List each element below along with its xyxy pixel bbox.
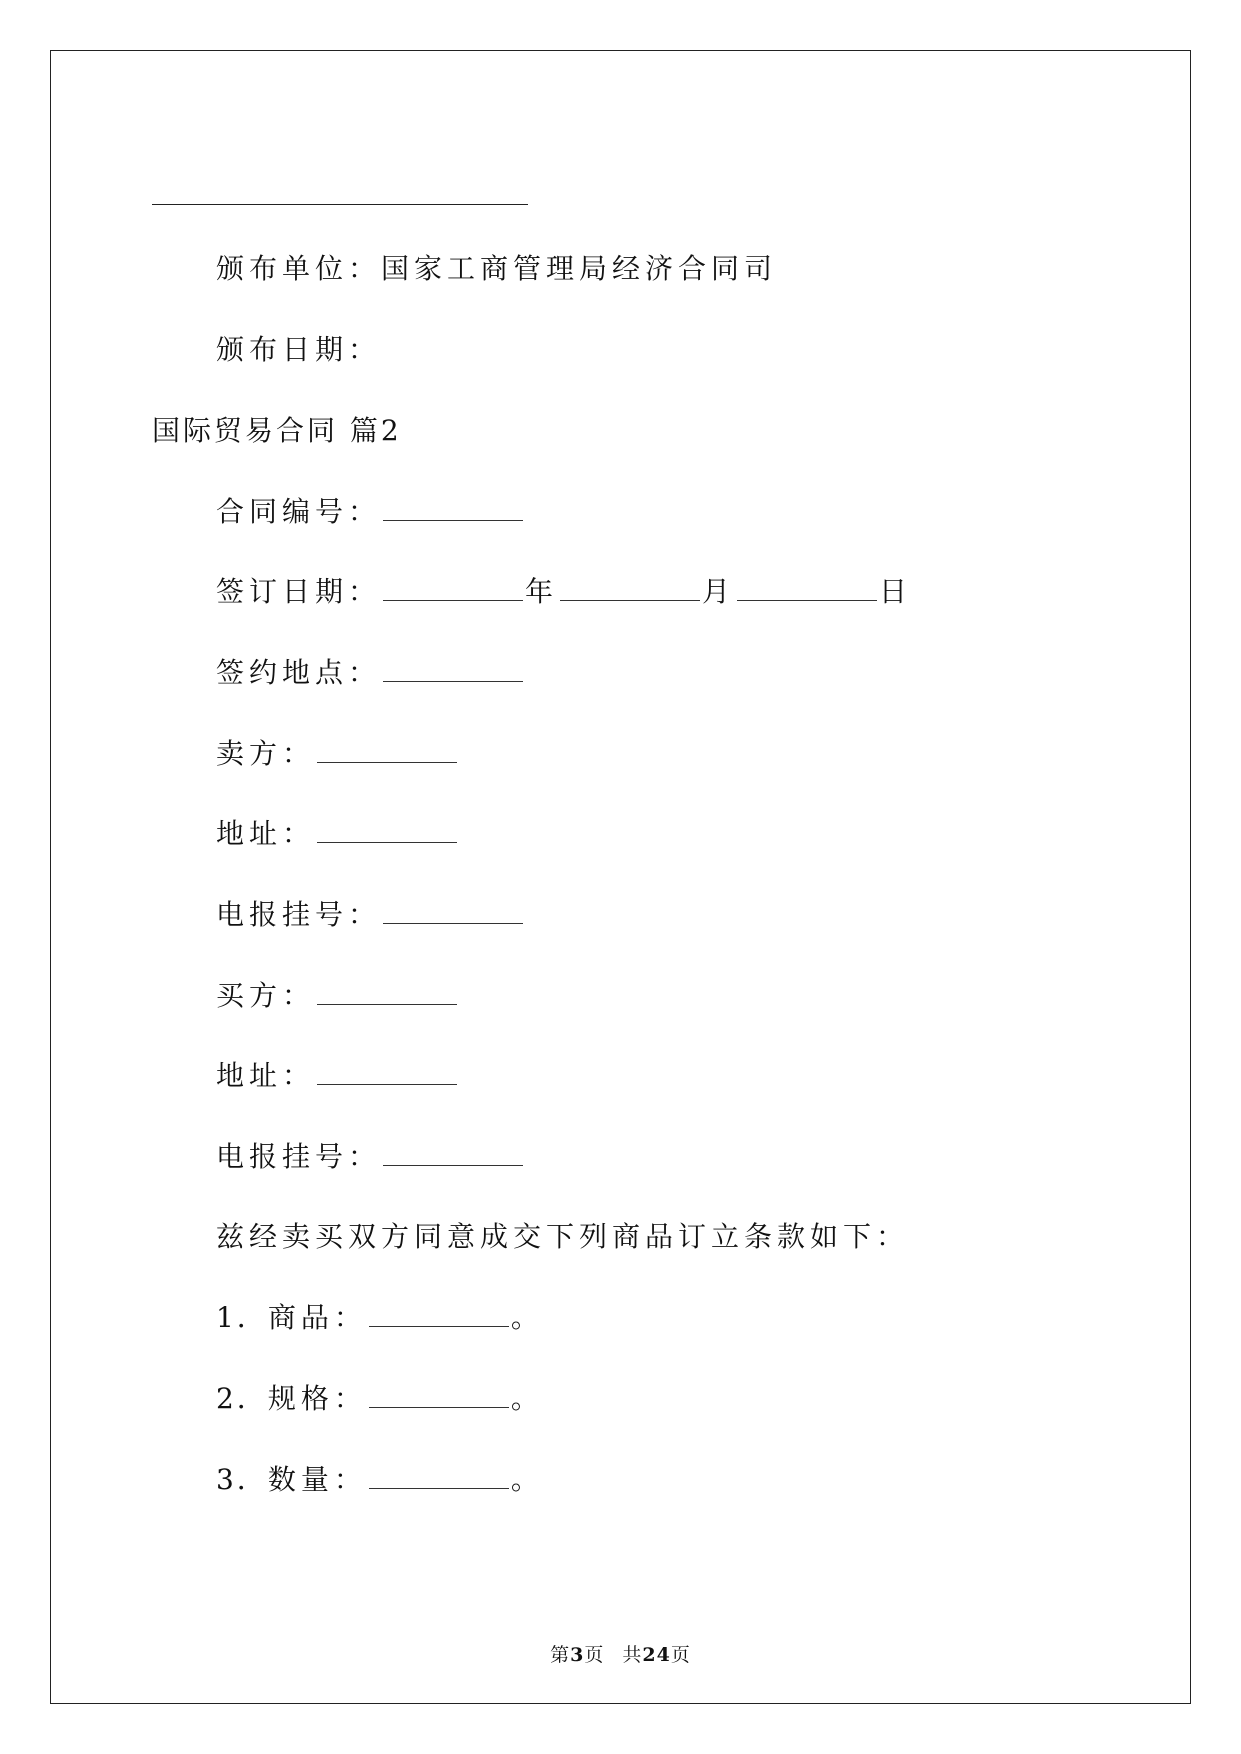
seller-address-line (216, 816, 459, 851)
total-pages: 24 (642, 1644, 671, 1666)
seller-telegram-label: 电报挂号： (216, 898, 382, 931)
item-3-label: 数量： (267, 1463, 367, 1496)
buyer-telegram-label: 电报挂号： (216, 1140, 382, 1173)
section-title: 国际贸易合同 篇2 (152, 414, 402, 447)
item-3-period: 。 (510, 1463, 544, 1496)
buyer-telegram-blank (383, 1139, 523, 1166)
sign-place-blank (383, 655, 523, 682)
month-label: 月 (702, 575, 736, 608)
agreement-text: 兹经卖买双方同意成交下列商品订立条款如下： (216, 1220, 910, 1253)
page-number: 3 (570, 1644, 585, 1666)
seller-label: 卖方： (216, 737, 316, 770)
issue-date-line (216, 333, 381, 367)
contract-no-blank (383, 494, 523, 521)
issuer-value: 国家工商管理局经济合同司 (381, 252, 778, 285)
buyer-label: 买方： (216, 979, 316, 1012)
day-blank (737, 574, 877, 601)
page-prefix: 第 (550, 1644, 571, 1666)
buyer-blank (317, 978, 457, 1005)
total-prefix: 共 (622, 1644, 643, 1666)
item-1-line (216, 1300, 544, 1335)
buyer-line (216, 978, 459, 1013)
sign-place-label: 签约地点： (216, 656, 382, 689)
item-1-blank (369, 1300, 509, 1327)
item-2-line (216, 1381, 544, 1416)
issue-date-label: 颁布日期： (216, 333, 382, 366)
contract-no-label: 合同编号： (216, 495, 382, 528)
item-2-blank (369, 1381, 509, 1408)
item-1-period: 。 (510, 1301, 544, 1334)
item-1-label: 商品： (267, 1301, 367, 1334)
buyer-telegram-line (216, 1139, 525, 1174)
page-frame (50, 50, 1191, 1704)
item-2-number: 2． (216, 1382, 268, 1415)
year-label: 年 (525, 575, 559, 608)
seller-address-blank (317, 816, 457, 843)
day-label: 日 (879, 575, 913, 608)
seller-telegram-blank (383, 897, 523, 924)
item-3-number: 3． (216, 1463, 268, 1496)
sign-place-line (216, 655, 525, 690)
sign-date-line (216, 574, 912, 609)
buyer-address-line (216, 1058, 459, 1093)
buyer-address-label: 地址： (216, 1059, 316, 1092)
contract-no-line (216, 494, 525, 529)
item-1-number: 1． (216, 1301, 268, 1334)
total-suffix: 页 (670, 1644, 691, 1666)
sign-date-label: 签订日期： (216, 575, 382, 608)
top-rule (152, 204, 528, 205)
seller-telegram-line (216, 897, 525, 932)
seller-line (216, 736, 459, 771)
item-3-blank (369, 1462, 509, 1489)
item-2-label: 规格： (267, 1382, 367, 1415)
item-2-period: 。 (510, 1382, 544, 1415)
page-suffix: 页 (584, 1644, 605, 1666)
year-blank (383, 574, 523, 601)
seller-address-label: 地址： (216, 817, 316, 850)
page-footer (0, 1640, 1241, 1667)
issuer-label: 颁布单位： (216, 252, 382, 285)
month-blank (560, 574, 700, 601)
issuer-line (216, 252, 777, 286)
buyer-address-blank (317, 1058, 457, 1085)
seller-blank (317, 736, 457, 763)
item-3-line (216, 1462, 544, 1497)
